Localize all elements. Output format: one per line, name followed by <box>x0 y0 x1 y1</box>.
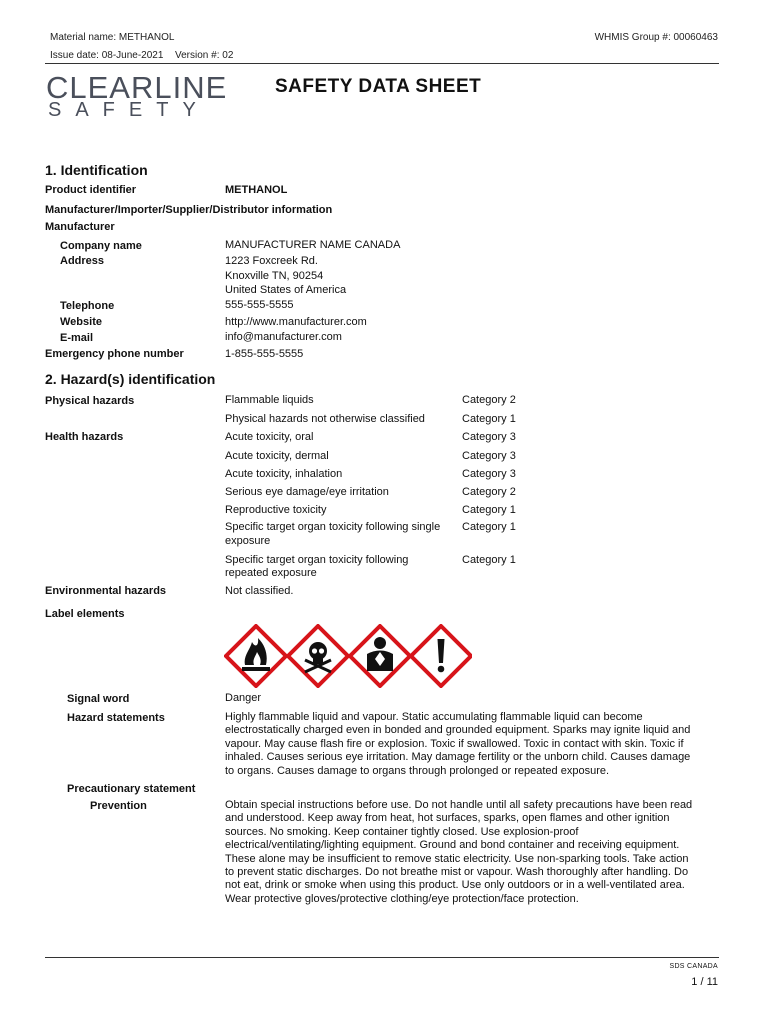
prevention-line: Wear protective gloves/protective clothing/eye protection/face protection. <box>225 892 579 905</box>
page-number: 1 / 11 <box>691 976 718 988</box>
company-name-value: MANUFACTURER NAME CANADA <box>225 239 401 251</box>
hazard-category: Category 3 <box>462 431 516 443</box>
hazard-statement-line: vapour. May cause flash fire or explosion. Toxic if swallowed. Toxic in contact with skin. Toxic if <box>225 737 684 750</box>
header-divider <box>45 63 719 64</box>
hazard-category: Category 3 <box>462 468 516 480</box>
health-hazard-icon <box>350 626 410 686</box>
hazard-category: Category 2 <box>462 394 516 406</box>
hazard-name: Serious eye damage/eye irritation <box>225 486 389 498</box>
prevention-text <box>225 799 707 906</box>
hazard-name: Flammable liquids <box>225 394 314 406</box>
hazard-category: Category 1 <box>462 504 516 516</box>
hazard-category: Category 1 <box>462 554 516 566</box>
address-line-2: Knoxville TN, 90254 <box>225 270 324 282</box>
hazard-name: Reproductive toxicity <box>225 504 327 516</box>
hazard-category: Category 2 <box>462 486 516 498</box>
emergency-phone-value: 1-855-555-5555 <box>225 348 304 360</box>
label-elements-label: Label elements <box>45 608 125 620</box>
issue-date: Issue date: 08-June-2021 <box>50 50 164 61</box>
telephone-label: Telephone <box>60 300 115 312</box>
footer-tag: SDS CANADA <box>669 963 718 970</box>
prevention-line: to prevent static discharges. Do not breathe mist or vapour. Wash thoroughly after handling. Do <box>225 866 689 879</box>
email-link[interactable]: info@manufacturer.com <box>225 331 342 343</box>
hazard-name: Acute toxicity, inhalation <box>225 468 343 480</box>
logo-subtitle: SAFETY <box>48 99 210 121</box>
email-label: E-mail <box>60 332 94 344</box>
hazard-statement-line: Highly flammable liquid and vapour. Static accumulating flammable liquid can become <box>225 711 643 723</box>
hazard-name-continued: repeated exposure <box>225 567 317 579</box>
environmental-hazards-label: Environmental hazards <box>45 585 167 597</box>
flame-icon <box>226 626 286 686</box>
hazard-name: Specific target organ toxicity following single <box>225 521 441 533</box>
section-hazards-heading: 2. Hazard(s) identification <box>45 371 216 387</box>
emergency-phone-label: Emergency phone number <box>45 348 184 360</box>
prevention-label: Prevention <box>90 800 147 812</box>
hazard-name: Physical hazards not otherwise classified <box>225 413 425 425</box>
address-line-1: 1223 Foxcreek Rd. <box>225 255 318 267</box>
hazard-category: Category 1 <box>462 521 516 533</box>
product-identifier-label: Product identifier <box>45 184 137 196</box>
hazard-statement-line: inhaled. Causes serious eye irritation. May damage fertility or the unborn child. Causes damage <box>225 751 691 764</box>
hazard-name: Acute toxicity, dermal <box>225 450 329 462</box>
hazard-category: Category 3 <box>462 450 516 462</box>
signal-word-label: Signal word <box>67 693 130 705</box>
material-name: Material name: METHANOL <box>50 32 175 43</box>
address-label: Address <box>60 255 105 267</box>
physical-hazards-label: Physical hazards <box>45 395 135 407</box>
prevention-line: These alone may be insufficient to remove static electricity. Use non-sparking tools. Take action <box>225 852 689 865</box>
address-line-3: United States of America <box>225 284 347 296</box>
environmental-hazards-value: Not classified. <box>225 585 294 597</box>
prevention-line: not eat, drink or smoke when using this product. Use only outdoors or in a well-ventilated area. <box>225 879 685 892</box>
prevention-line: and understood. Keep away from heat, hot surfaces, sparks, open flames and other ignition <box>225 812 670 825</box>
health-hazards-label: Health hazards <box>45 431 124 443</box>
footer-divider <box>45 957 719 958</box>
manufacturer-label: Manufacturer <box>45 221 115 233</box>
hazard-statement-line: to organs. Causes damage to organs through prolonged or repeated exposure. <box>225 764 610 777</box>
manufacturer-info-label: Manufacturer/Importer/Supplier/Distributor information <box>45 204 333 216</box>
product-identifier-value: METHANOL <box>225 184 288 196</box>
version: Version #: 02 <box>175 50 234 61</box>
document-title: SAFETY DATA SHEET <box>275 76 482 97</box>
telephone-value: 555-555-5555 <box>225 299 294 311</box>
skull-crossbones-icon <box>288 626 348 686</box>
prevention-line: Obtain special instructions before use. Do not handle until all safety precautions have been read <box>225 799 693 811</box>
hazard-statement-line: electrostatically charged even in bonded and grounded equipment. Sparks may ignite liquid and <box>225 724 691 737</box>
hazard-name-continued: exposure <box>225 535 271 547</box>
exclamation-mark-icon <box>411 626 471 686</box>
hazard-statements-label: Hazard statements <box>67 712 165 724</box>
hazard-category: Category 1 <box>462 413 516 425</box>
section-identification-heading: 1. Identification <box>45 162 148 178</box>
website-label: Website <box>60 316 102 328</box>
signal-word-value: Danger <box>225 692 262 704</box>
whmis-group: WHMIS Group #: 00060463 <box>594 32 718 43</box>
prevention-line: sources. No smoking. Keep container tightly closed. Use explosion-proof <box>225 825 579 838</box>
company-name-label: Company name <box>60 240 142 252</box>
website-link[interactable]: http://www.manufacturer.com <box>225 316 367 328</box>
hazard-name: Specific target organ toxicity following <box>225 554 409 566</box>
hazard-name: Acute toxicity, oral <box>225 431 314 443</box>
ghs-pictograms <box>224 624 472 688</box>
logo-wordmark: CLEARLINE <box>46 70 228 105</box>
prevention-line: electrical/ventilating/lighting equipment. Ground and bond container and receiving equipment. <box>225 839 680 852</box>
precautionary-statement-label: Precautionary statement <box>67 783 196 795</box>
hazard-statements-text <box>225 711 707 778</box>
